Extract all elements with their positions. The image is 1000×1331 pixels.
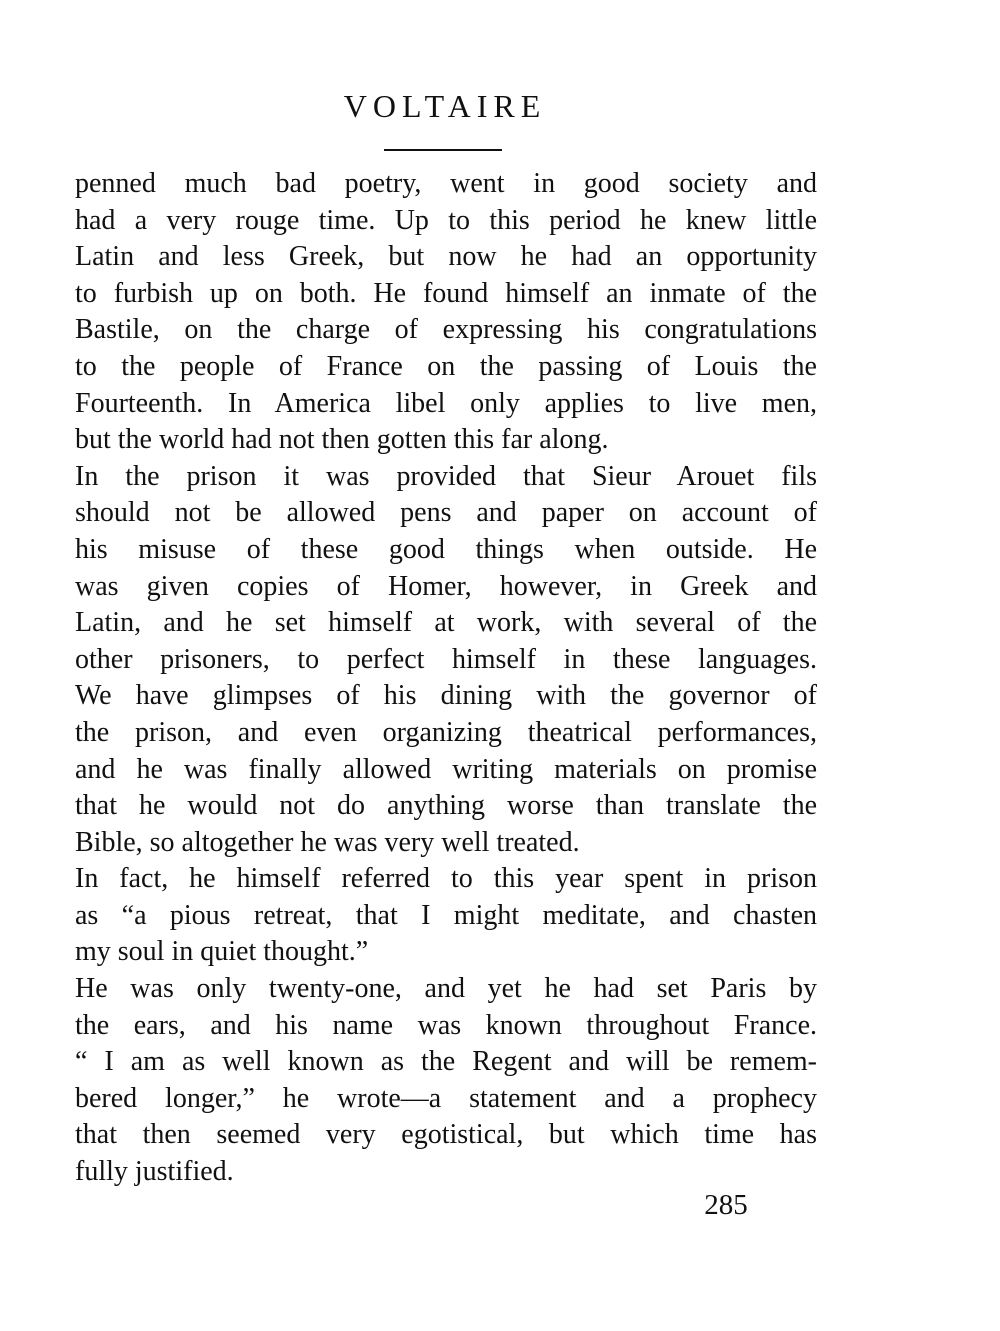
text-line: He was only twenty-one, and yet he had set Paris by: [75, 973, 817, 1005]
text-line: as “a pious retreat, that I might meditate, and chasten: [75, 899, 817, 931]
text-line: penned much bad poetry, went in good society and: [75, 168, 817, 199]
text-line: Latin and less Greek, but now he had an opportunity: [75, 241, 817, 273]
header-rule: [384, 149, 502, 151]
text-line: his misuse of these good things when outside. He: [75, 533, 817, 565]
page-number: 285: [704, 1189, 748, 1221]
text-line: We have glimpses of his dining with the governor of: [75, 680, 817, 712]
text-line: Latin, and he set himself at work, with several of the: [75, 607, 817, 639]
text-line: “ I am as well known as the Regent and will be remem-: [75, 1046, 817, 1078]
text-line: and he was finally allowed writing materials on promise: [75, 753, 817, 785]
text-line: In the prison it was provided that Sieur Arouet fils: [75, 460, 817, 492]
text-line: the prison, and even organizing theatrical performances,: [75, 716, 817, 748]
text-line: should not be allowed pens and paper on account of: [75, 497, 817, 529]
text-line: other prisoners, to perfect himself in these languages.: [75, 643, 817, 675]
running-header: VOLTAIRE: [343, 88, 547, 124]
text-line: had a very rouge time. Up to this period he knew little: [75, 204, 817, 236]
text-line: my soul in quiet thought.”: [75, 936, 369, 968]
text-line: but the world had not then gotten this far along.: [75, 424, 609, 456]
text-line: the ears, and his name was known throughout France.: [75, 1009, 817, 1041]
text-line: Fourteenth. In America libel only applies to live men,: [75, 387, 817, 419]
text-line: that he would not do anything worse than translate the: [75, 790, 817, 822]
body-text: [75, 166, 817, 1191]
text-line: Bible, so altogether he was very well treated.: [75, 826, 580, 858]
text-line: bered longer,” he wrote—a statement and a prophecy: [75, 1082, 817, 1114]
text-line: In fact, he himself referred to this year spent in prison: [75, 863, 817, 895]
text-line: to the people of France on the passing of Louis the: [75, 350, 817, 382]
text-line: Bastile, on the charge of expressing his congratulations: [75, 314, 817, 346]
text-line: fully justified.: [75, 1156, 234, 1188]
text-line: that then seemed very egotistical, but which time has: [75, 1119, 817, 1151]
text-line: to furbish up on both. He found himself an inmate of the: [75, 277, 817, 309]
text-line: was given copies of Homer, however, in Greek and: [75, 570, 817, 602]
